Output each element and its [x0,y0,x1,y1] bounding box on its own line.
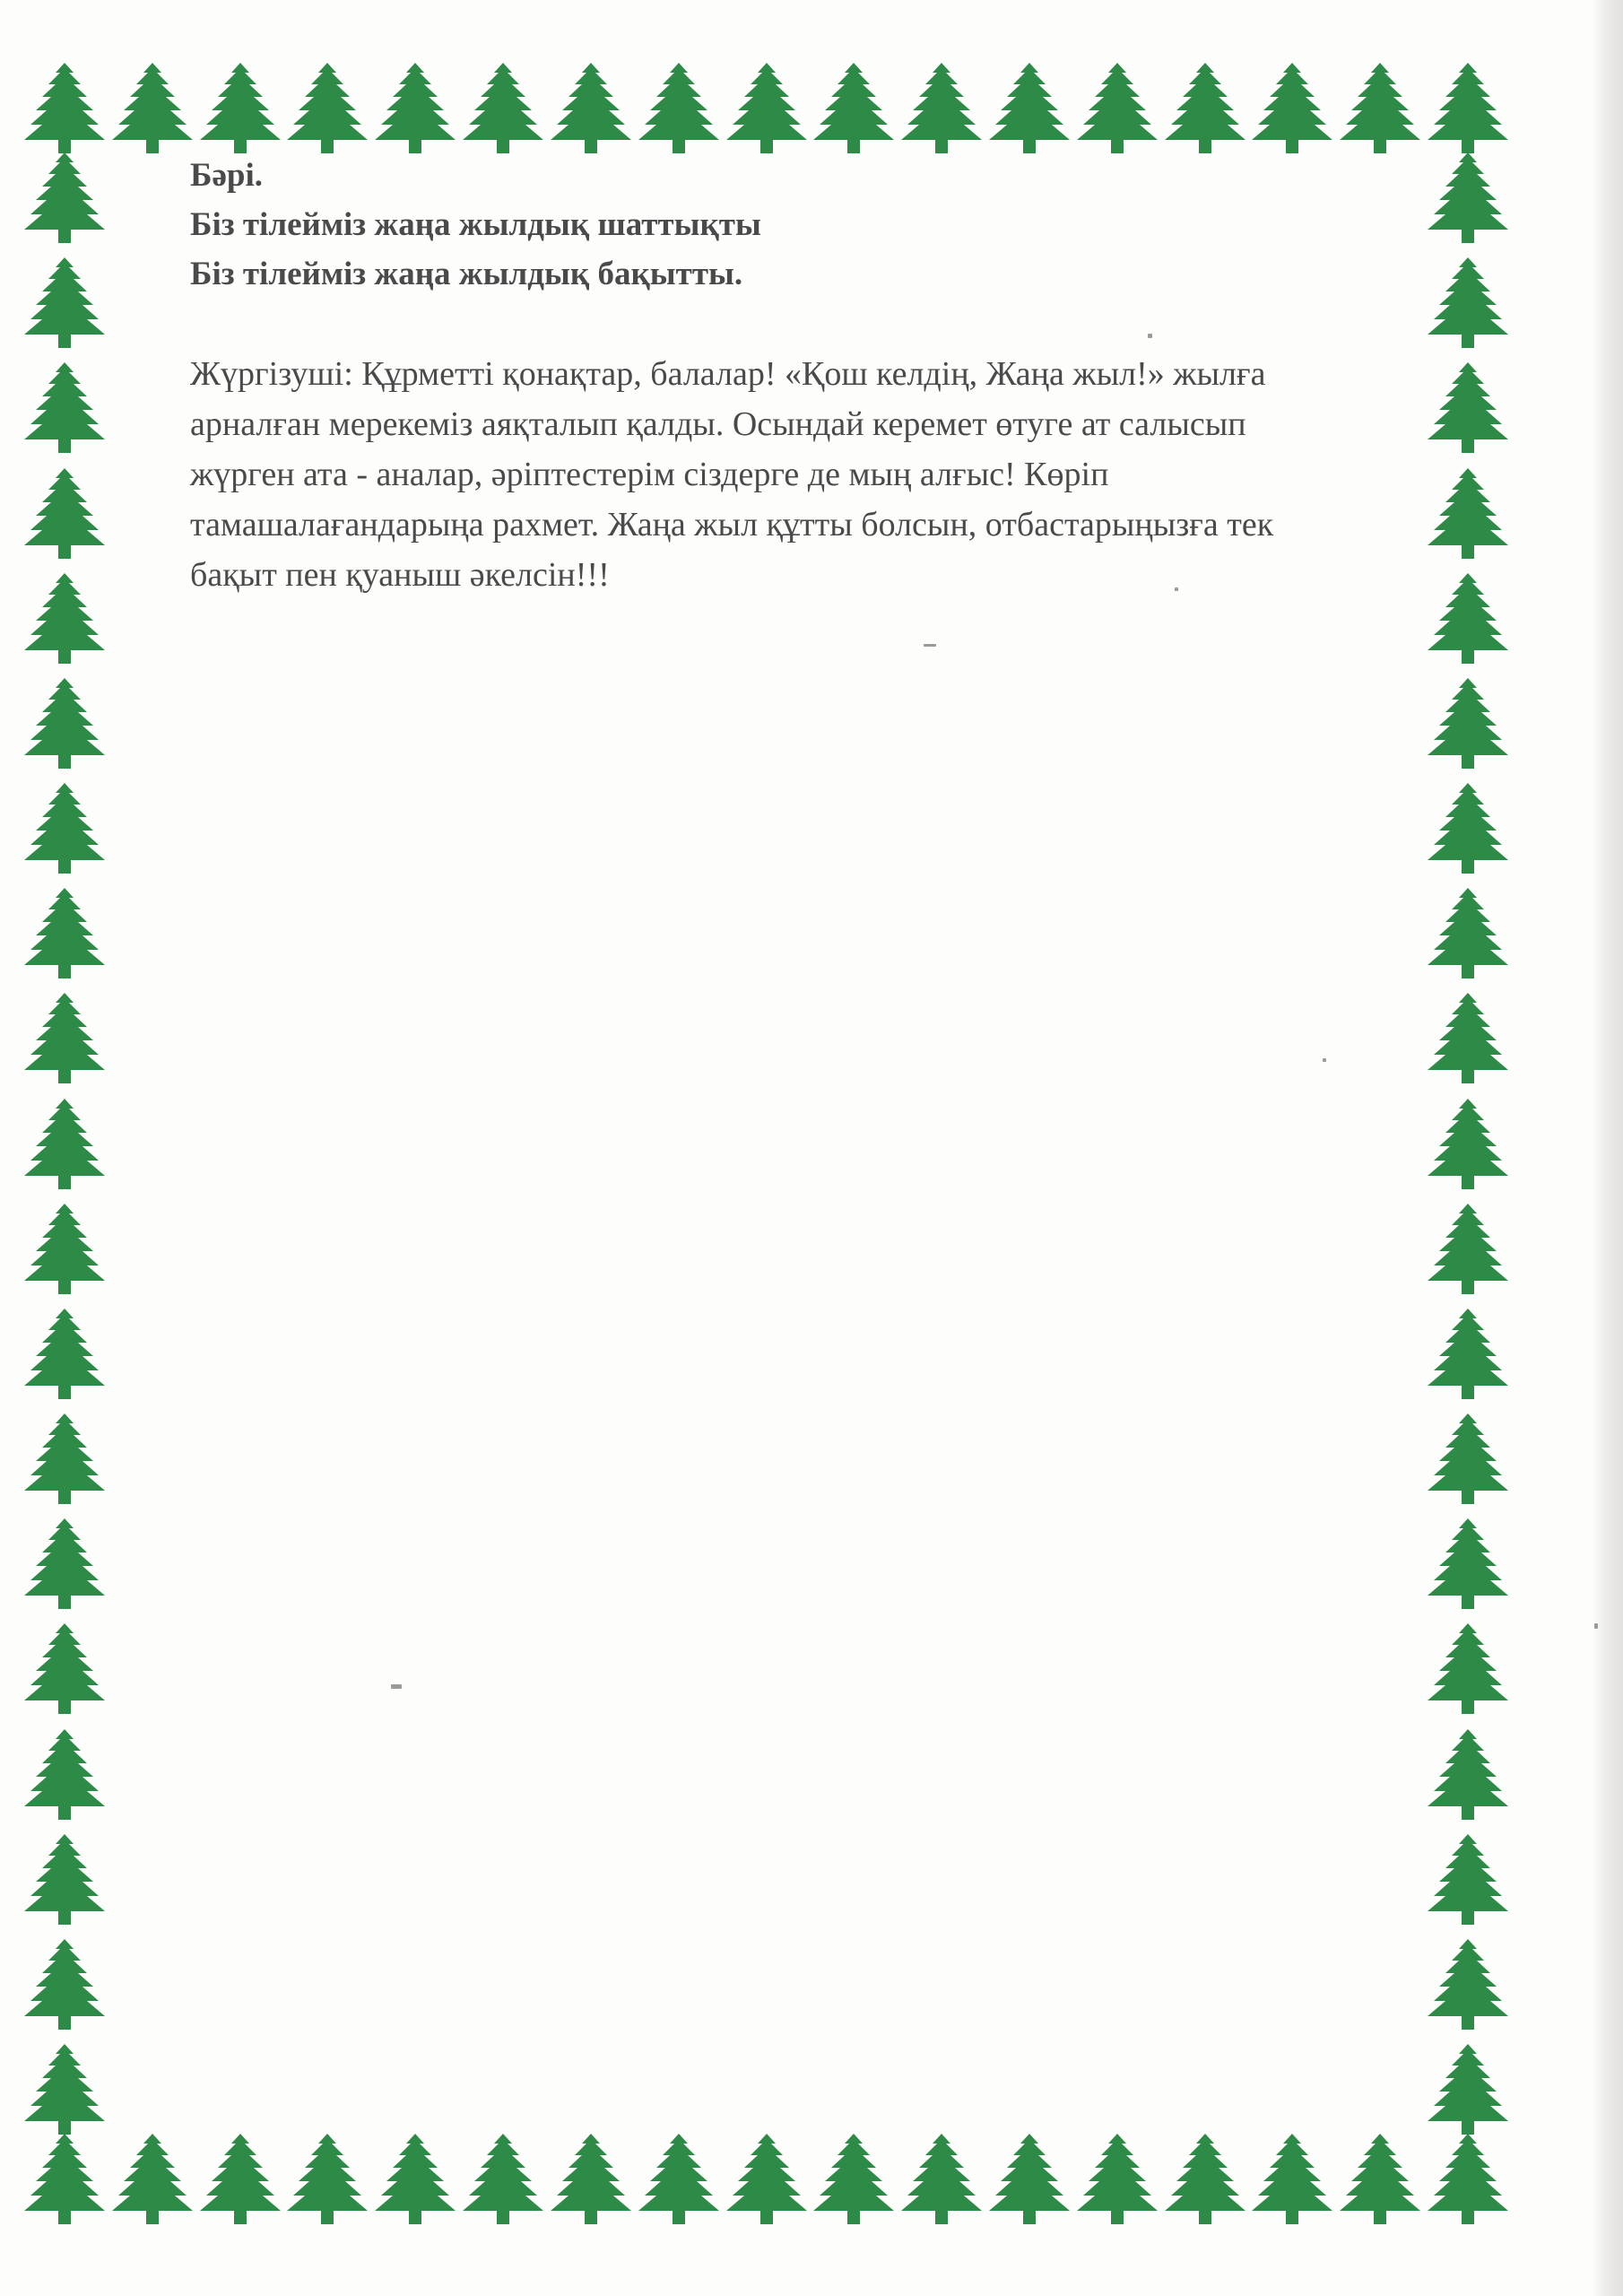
fir-tree-icon [1423,465,1513,561]
fir-tree-icon [20,1305,109,1402]
fir-tree-icon [809,2130,898,2227]
fir-tree-icon [20,254,109,351]
scan-speck [1148,334,1152,338]
fir-tree-icon [1423,1515,1513,1612]
document-body [190,151,1428,600]
fir-tree-icon [1423,884,1513,981]
fir-tree-icon [897,2130,986,2227]
scan-speck [1175,587,1178,591]
fir-tree-icon [1247,59,1337,156]
fir-tree-icon [108,59,197,156]
fir-tree-icon [282,59,372,156]
fir-tree-icon [20,149,109,246]
fir-tree-icon [20,1410,109,1507]
fir-tree-icon [20,359,109,456]
heading-line-3: Біз тілейміз жаңа жылдық бақытты. [190,256,743,292]
fir-tree-icon [20,1831,109,1927]
fir-tree-icon [1423,1831,1513,1927]
fir-tree-icon [1423,1726,1513,1822]
heading-line-1: Бәрі. [190,157,263,194]
fir-tree-icon [809,59,898,156]
fir-tree-icon [1423,59,1513,156]
fir-tree-icon [20,989,109,1086]
fir-tree-icon [1423,1095,1513,1192]
fir-tree-icon [370,2130,460,2227]
fir-tree-icon [370,59,460,156]
fir-tree-icon [195,59,285,156]
scan-speck [924,644,936,647]
fir-tree-icon [1335,59,1425,156]
paragraph-line-5: бақыт пен қуаныш әкелсін!!! [190,556,610,594]
fir-tree-icon [634,59,724,156]
fir-tree-icon [897,59,986,156]
fir-tree-icon [20,1726,109,1822]
fir-tree-icon [458,59,548,156]
scan-shadow-edge [1593,0,1623,2296]
fir-tree-icon [20,570,109,666]
fir-tree-icon [722,2130,812,2227]
paragraph-line-2: арналған мерекеміз аяқталып қалды. Осындай керемет өтуге ат салысып [190,405,1246,443]
fir-tree-icon [1423,779,1513,876]
fir-tree-icon [1423,359,1513,456]
fir-tree-icon [1423,1620,1513,1717]
fir-tree-icon [1335,2130,1425,2227]
fir-tree-icon [282,2130,372,2227]
fir-tree-icon [20,1620,109,1717]
fir-tree-icon [20,1095,109,1192]
fir-tree-icon [1423,2040,1513,2137]
fir-tree-icon [1072,59,1162,156]
fir-tree-icon [1160,59,1250,156]
fir-tree-icon [1423,1200,1513,1297]
fir-tree-icon [1423,2130,1513,2227]
paragraph-line-3: жүрген ата - аналар, әріптестерім сіздерге де мың алғыс! Көріп [190,456,1109,493]
fir-tree-icon [985,59,1074,156]
fir-tree-icon [1423,674,1513,771]
fir-tree-icon [722,59,812,156]
scan-speck [1323,1058,1326,1062]
fir-tree-icon [1423,254,1513,351]
fir-tree-icon [1423,1305,1513,1402]
fir-tree-icon [1423,1935,1513,2032]
fir-tree-icon [1160,2130,1250,2227]
paragraph-line-4: тамашалағандарыңа рахмет. Жаңа жыл құтты болсын, отбастарыңызға тек [190,506,1274,544]
fir-tree-icon [1423,1410,1513,1507]
fir-tree-icon [20,465,109,561]
fir-tree-icon [985,2130,1074,2227]
fir-tree-icon [1423,149,1513,246]
scan-speck [1594,1623,1598,1629]
scan-speck [391,1684,402,1689]
fir-tree-icon [20,2130,109,2227]
fir-tree-icon [1072,2130,1162,2227]
fir-tree-icon [20,2040,109,2137]
fir-tree-icon [20,59,109,156]
fir-tree-icon [20,779,109,876]
fir-tree-icon [458,2130,548,2227]
fir-tree-icon [634,2130,724,2227]
fir-tree-icon [20,1200,109,1297]
fir-tree-icon [1423,570,1513,666]
fir-tree-icon [546,2130,636,2227]
fir-tree-icon [1423,989,1513,1086]
fir-tree-icon [1247,2130,1337,2227]
fir-tree-icon [20,1515,109,1612]
fir-tree-icon [20,884,109,981]
fir-tree-icon [546,59,636,156]
fir-tree-icon [20,1935,109,2032]
paragraph-line-1: Жүргізуші: Құрметті қонақтар, балалар! «Қош келдің, Жаңа жыл!» жылға [190,355,1266,393]
heading-line-2: Біз тілейміз жаңа жылдық шаттықты [190,206,761,243]
fir-tree-icon [20,674,109,771]
fir-tree-icon [108,2130,197,2227]
fir-tree-icon [195,2130,285,2227]
